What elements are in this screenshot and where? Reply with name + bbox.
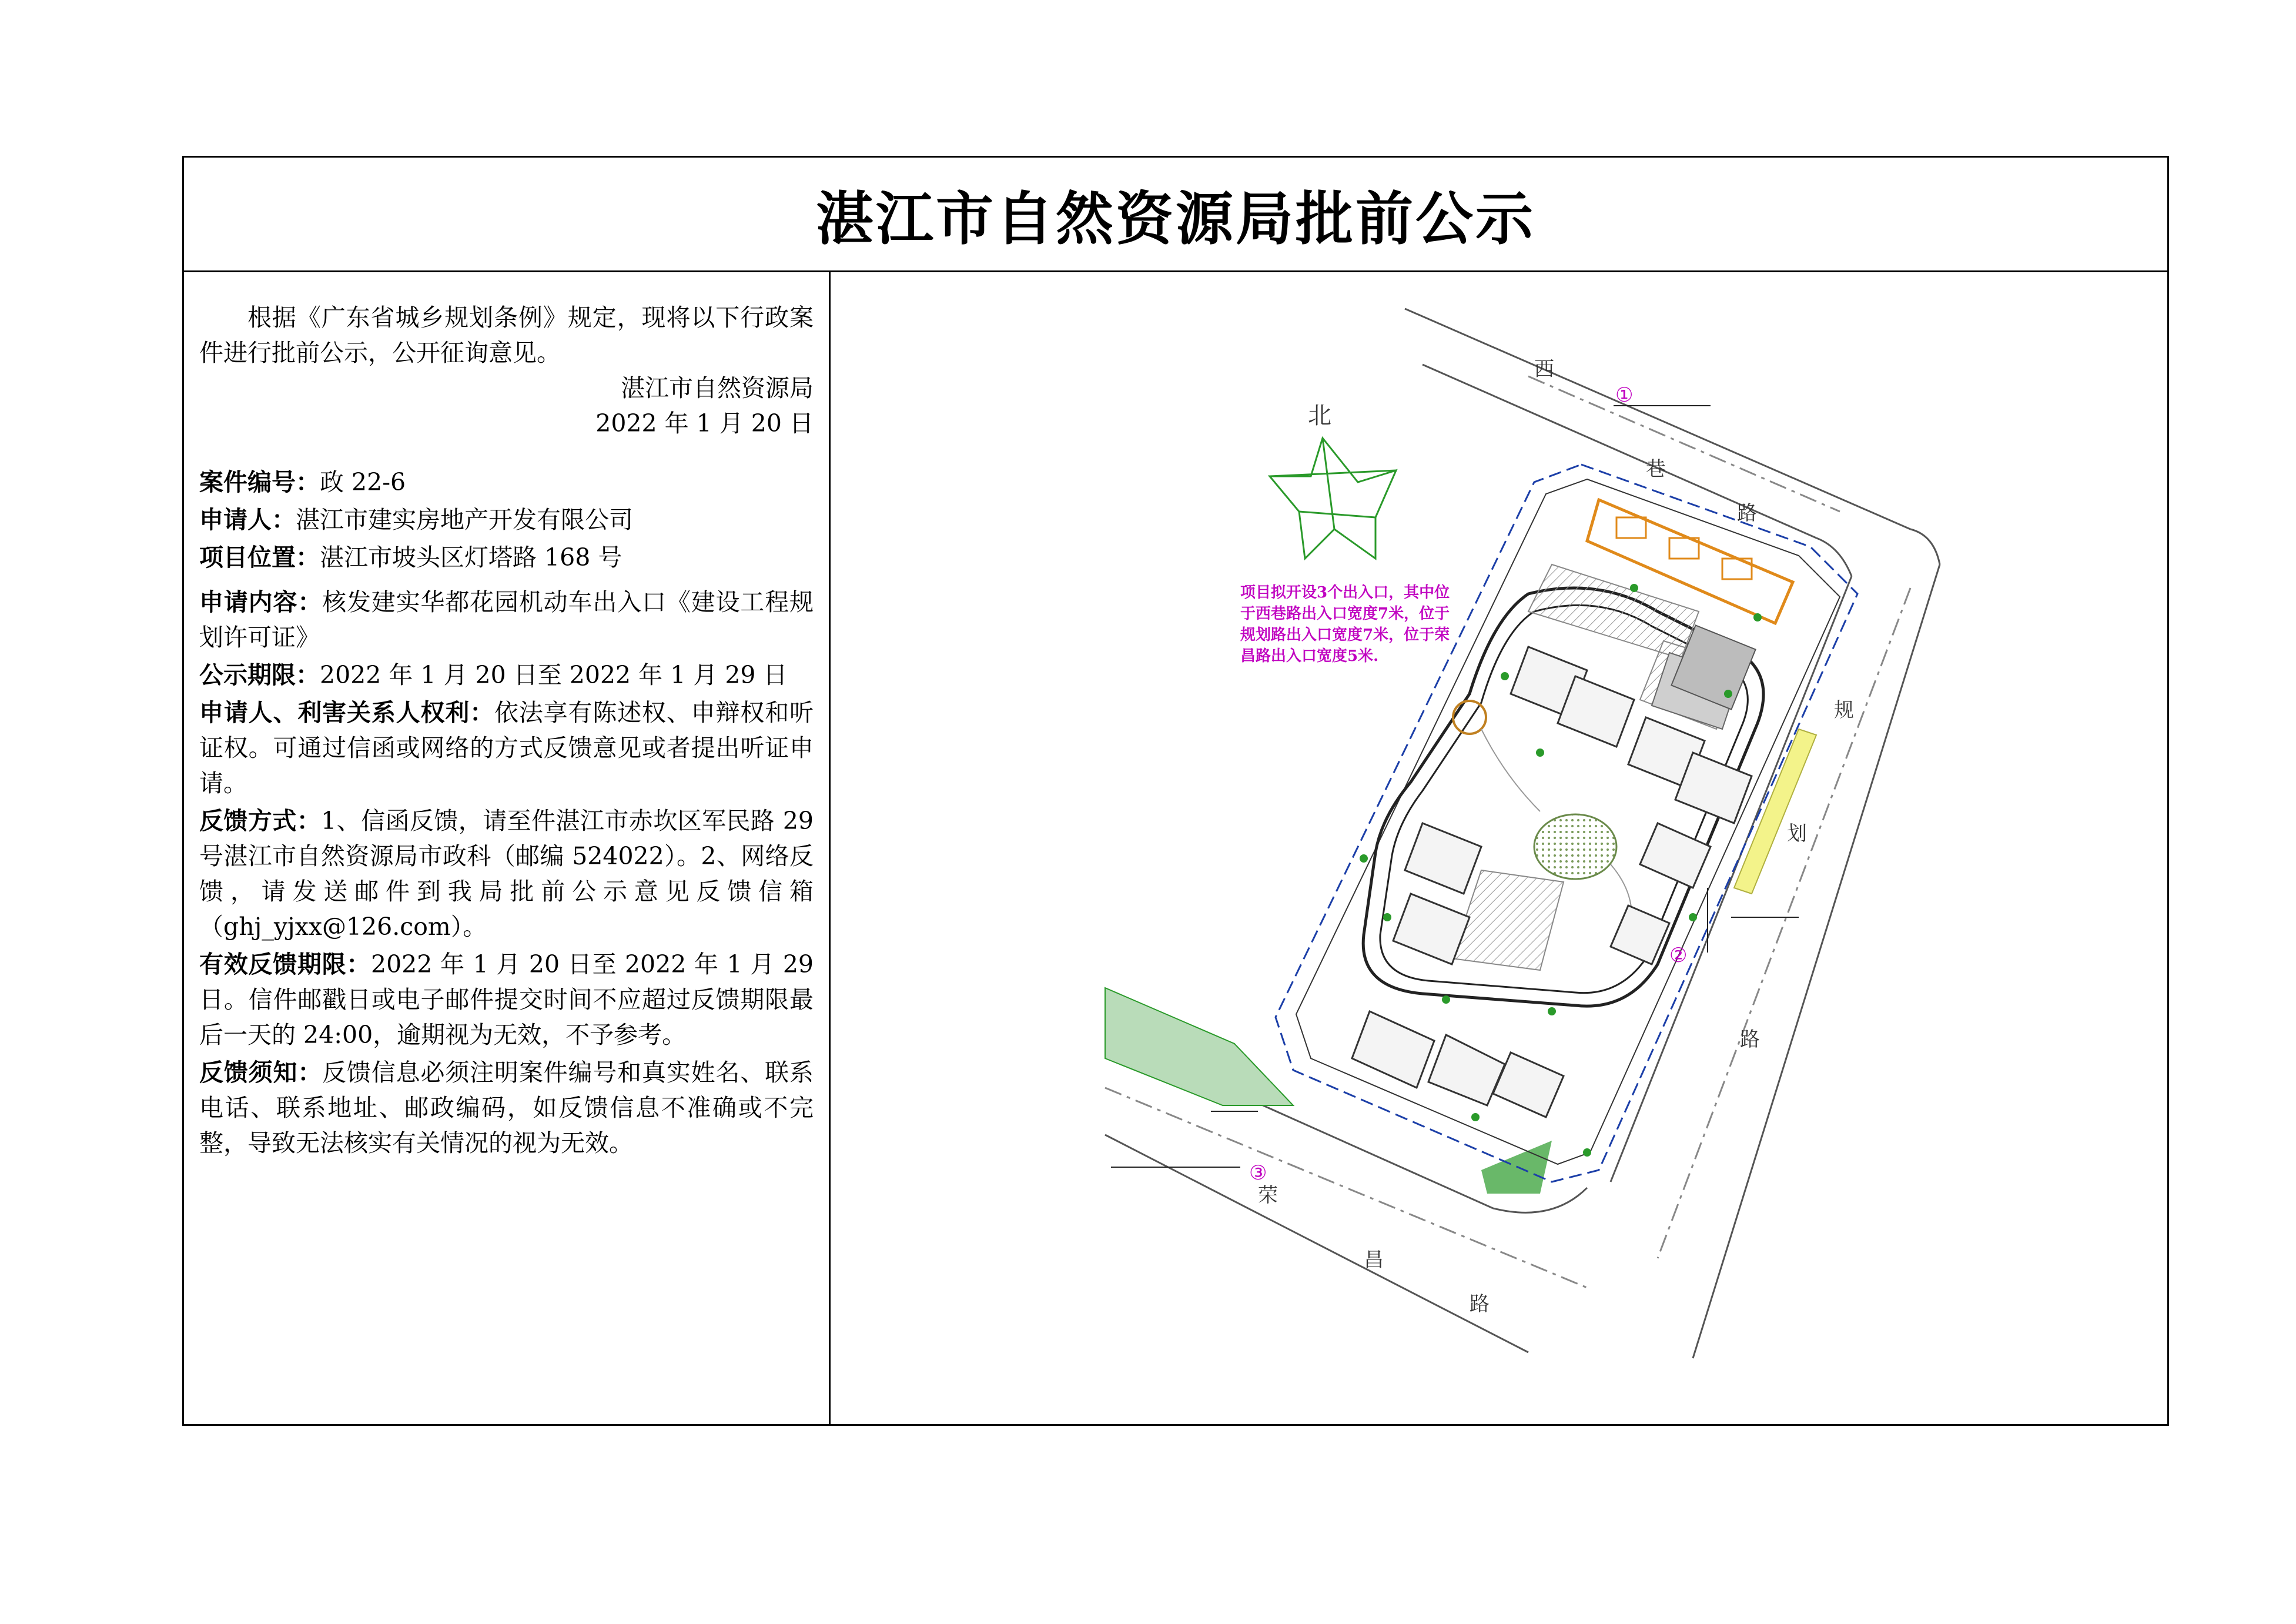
road-label-chang: 昌 — [1364, 1248, 1384, 1272]
road-label-xi: 西 — [1534, 357, 1554, 381]
entrance-marker-2: ② — [1669, 944, 1688, 967]
road-label-lu1: 路 — [1737, 502, 1757, 525]
xixiang-road — [1405, 309, 1940, 576]
issuer: 湛江市自然资源局 — [621, 374, 814, 402]
road-label-lu3: 路 — [1470, 1292, 1490, 1316]
field-case-number: 案件编号：政 22-6 — [199, 468, 406, 496]
intro-paragraph: 根据《广东省城乡规划条例》规定，现将以下行政案件进行批前公示，公开征询意见。 — [199, 303, 814, 367]
north-arrow — [1270, 438, 1396, 559]
road-label-xiang: 巷 — [1646, 457, 1666, 481]
entrance-marker-3: ③ — [1249, 1161, 1267, 1185]
road-label-gui: 规 — [1834, 699, 1854, 722]
central-garden — [1534, 814, 1616, 879]
entrance-marker-1: ① — [1615, 383, 1634, 407]
field-feedback-deadline: 有效反馈期限：2022 年 1 月 20 日至 2022 年 1 月 29 日。信件邮戳日或电子邮件提交时间不应超过反馈期限最后一天的 24:00，逾期视为无效，不予参考。 — [199, 950, 814, 1049]
north-label: 北 — [1308, 402, 1331, 429]
green-belt — [1105, 988, 1293, 1105]
road-label-hua: 划 — [1787, 822, 1807, 846]
field-location: 项目位置：湛江市坡头区灯塔路 168 号 — [199, 543, 622, 572]
road-label-lu2: 路 — [1740, 1028, 1760, 1051]
issue-date: 2022 年 1 月 20 日 — [595, 409, 814, 437]
field-applicant: 申请人：湛江市建实房地产开发有限公司 — [199, 506, 633, 534]
page-title: 湛江市自然资源局批前公示 — [815, 185, 1535, 253]
field-feedback-method: 反馈方式：1、信函反馈，请至件湛江市赤坎区军民路 29 号湛江市自然资源局市政科（邮编 524022）。2、网络反馈，请发送邮件到我局批前公示意见反馈信箱（ghj_yjxx@126.com）。 — [199, 807, 814, 941]
road-label-rong: 荣 — [1258, 1184, 1278, 1207]
entrance-annotation: 项目拟开设3个出入口，其中位于西巷路出入口宽度7米，位于规划路出入口宽度7米，位于荣昌路出入口宽度5米. — [1240, 584, 1450, 665]
field-rights: 申请人、利害关系人权利：依法享有陈述权、申辩权和听证权。可通过信函或网络的方式反馈意见或者提出听证申请。 — [199, 699, 814, 797]
field-period: 公示期限：2022 年 1 月 20 日至 2022 年 1 月 29 日 — [199, 661, 788, 689]
field-content: 申请内容：核发建实华都花园机动车出入口《建设工程规划许可证》 — [199, 588, 814, 651]
field-feedback-notice: 反馈须知：反馈信息必须注明案件编号和真实姓名、联系电话、联系地址、邮政编码，如反馈信息不准确或不完整，导致无法核实有关情况的视为无效。 — [199, 1058, 814, 1157]
